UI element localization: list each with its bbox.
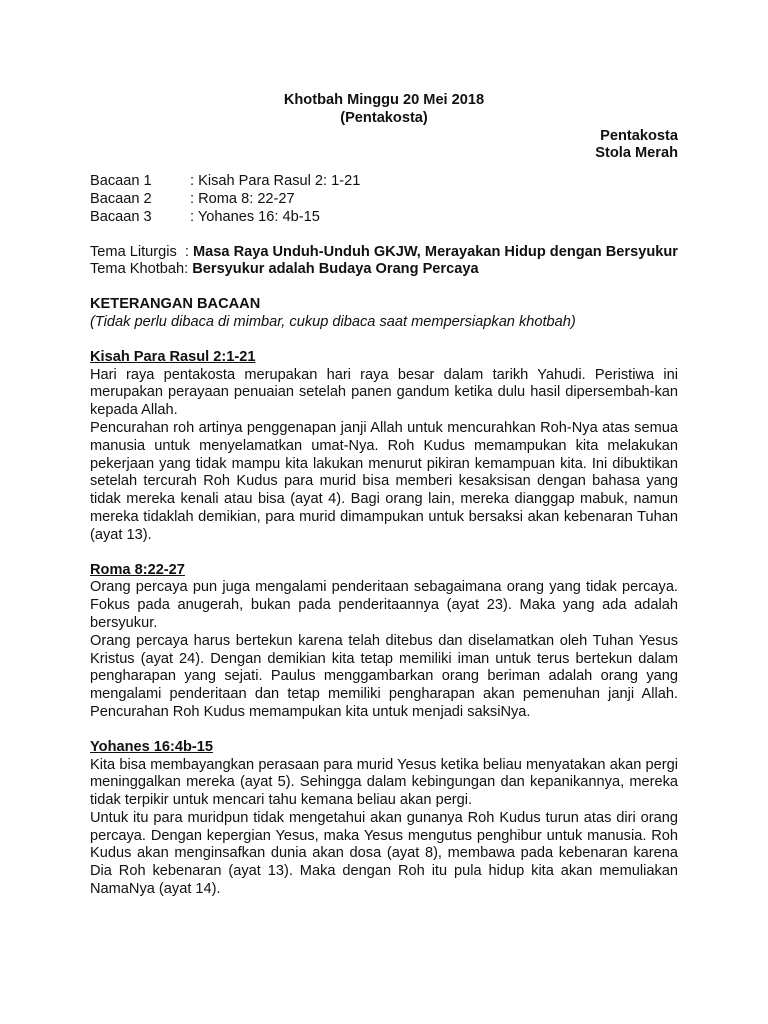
reading-row	[90, 209, 678, 227]
keterangan-heading: KETERANGAN BACAAN	[90, 296, 261, 313]
paragraph: Orang percaya pun juga mengalami penderitaan sebagaimana orang yang tidak percaya. Fokus pada anugerah, bukan pada penderitaannya (ayat 23). Maka yang ada adalah bersyukur.	[90, 579, 678, 631]
section-heading-kisah: Kisah Para Rasul 2:1-21	[90, 348, 256, 365]
reading-row	[90, 191, 678, 209]
paragraph: Untuk itu para muridpun tidak mengetahui akan gunanya Roh Kudus turun atas diri orang percaya. Dengan kepergian Yesus, maka Yesus mengutus penghibur untuk manusia. Roh Kudus akan menginsafkan dunia akan dosa (ayat 8), membawa pada kebenaran karena Dia Roh kebenaran (ayat 13). Maka dengan Roh itu pula hidup kita akan memuliakan NamaNya (ayat 14).	[90, 809, 678, 898]
document-page	[90, 92, 678, 899]
paragraph: Hari raya pentakosta merupakan hari raya besar dalam tarikh Yahudi. Peristiwa ini merupakan perayaan penuaian setelah panen gandum ketika dulu hasil dipersembah-kan kepada Allah.	[90, 366, 678, 419]
document-title: Khotbah Minggu 20 Mei 2018	[283, 92, 485, 108]
liturgy-theme-label: Tema Liturgis :	[90, 243, 194, 260]
theme-block	[90, 244, 678, 280]
liturgy-theme-value: Masa Raya Unduh-Unduh GKJW, Merayakan Hidup dengan Bersyukur	[193, 243, 678, 260]
reading-label: Bacaan 2	[90, 190, 152, 207]
sermon-theme-label: Tema Khotbah:	[90, 261, 193, 278]
stole-color-label: Stola Merah	[595, 145, 678, 162]
paragraph: Kita bisa membayangkan perasaan para murid Yesus ketika beliau menyatakan akan pergi meninggalkan mereka (ayat 5). Sehingga dalam kebingungan dan kepanikannya, mereka tidak terpikir untuk mencari tahu kemana beliau akan pergi.	[90, 756, 678, 809]
section-heading-yohanes: Yohanes 16:4b-15	[90, 738, 214, 755]
readings-list	[90, 173, 678, 226]
document-subtitle: (Pentakosta)	[340, 109, 428, 126]
sermon-theme-row	[90, 261, 678, 279]
reading-value: : Roma 8: 22-27	[190, 190, 295, 207]
reading-label: Bacaan 3	[90, 208, 152, 225]
section-heading-roma: Roma 8:22-27	[90, 561, 185, 578]
reading-value: : Kisah Para Rasul 2: 1-21	[190, 173, 361, 190]
keterangan-note: (Tidak perlu dibaca di mimbar, cukup dibaca saat mempersiapkan khotbah)	[90, 313, 576, 330]
paragraph: Pencurahan roh artinya penggenapan janji Allah untuk mencurahkan Roh-Nya atas semua manusia untuk menyelamatkan umat-Nya. Roh Kudus memampukan kita melakukan pekerjaan yang tidak mampu kita lakukan menurut pikiran kemampuan kita. Ini dibuktikan setelah tercurah Roh Kudus para murid bisa memberi kesaksisan dengan bahasa yang tidak mereka kenali atau bisa (ayat 4). Bagi orang lain, mereka dianggap mabuk, namun mereka tidaklah demikian, para murid dimampukan untuk bersaksi akan kebenaran Tuhan (ayat 13).	[90, 419, 678, 543]
sermon-theme-value: Bersyukur adalah Budaya Orang Percaya	[192, 261, 479, 278]
reading-value: : Yohanes 16: 4b-15	[190, 208, 320, 225]
reading-row	[90, 173, 678, 191]
liturgy-theme-row	[90, 244, 678, 262]
reading-label: Bacaan 1	[90, 173, 152, 190]
occasion-label: Pentakosta	[600, 127, 678, 144]
paragraph: Orang percaya harus bertekun karena telah ditebus dan diselamatkan oleh Tuhan Yesus Kristus (ayat 24). Dengan demikian kita tetap memiliki iman untuk terus bertekun dalam pengharapan yang sejati. Paulus menggambarkan orang beriman adalah orang yang mengalami penderitaan dan tetap memiliki pengharapan akan pemenuhan janji Allah. Pencurahan Roh Kudus memampukan kita untuk menjadi saksiNya.	[90, 632, 678, 720]
